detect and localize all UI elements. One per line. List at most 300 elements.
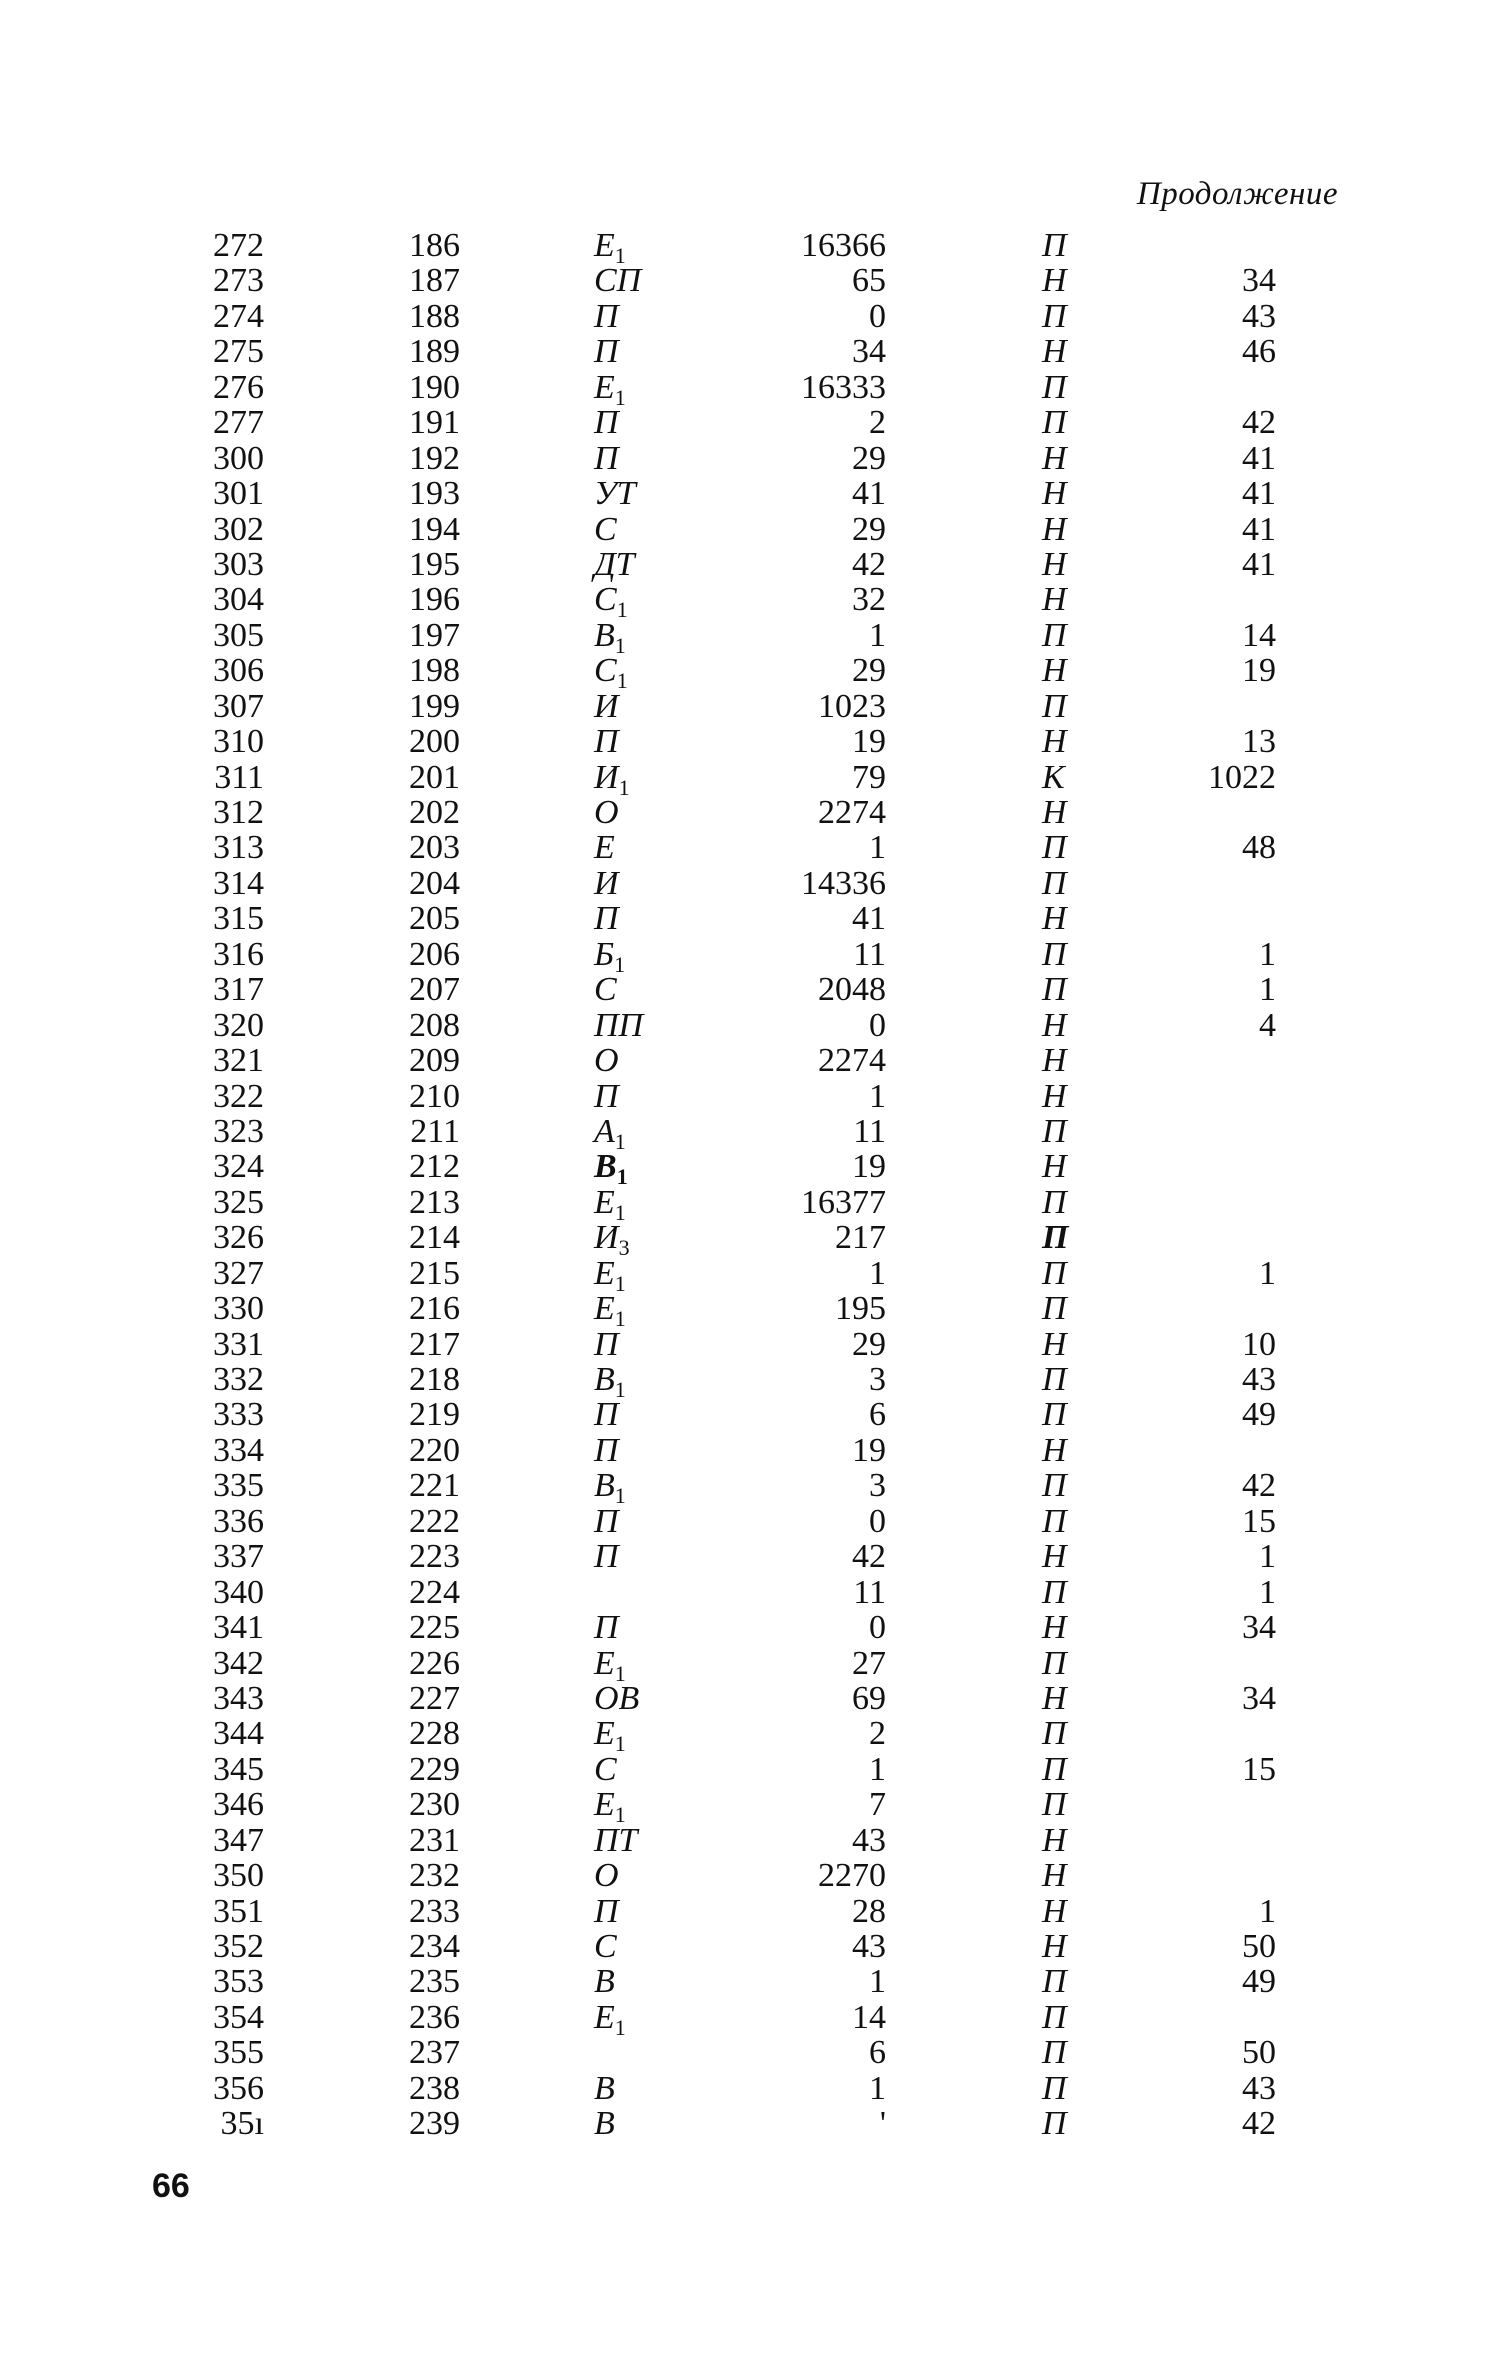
operation-code: П	[594, 1502, 619, 1540]
operation-code: П	[594, 1431, 619, 1469]
address-cell: 272	[213, 227, 264, 264]
operation-code: О	[594, 794, 619, 831]
address-cell: 320	[213, 1006, 264, 1044]
operation-subscript: 1	[614, 1377, 626, 1402]
index-cell: 216	[409, 1290, 460, 1328]
address-cell: 346	[213, 1786, 264, 1824]
operation-cell	[594, 547, 635, 582]
operation-subscript: 1	[618, 774, 630, 800]
operand-cell: 32	[852, 581, 886, 619]
operation-cell	[594, 1929, 617, 1964]
operand-cell: 0	[869, 1502, 886, 1540]
operand-cell: 1	[869, 1963, 886, 2001]
address-cell: 354	[213, 1998, 264, 2036]
operation-cell	[594, 2071, 615, 2106]
address-cell: 311	[214, 758, 264, 796]
target-cell: 42	[1242, 404, 1276, 442]
index-cell: 198	[409, 652, 460, 690]
address-cell: 350	[213, 1857, 264, 1895]
index-cell: 188	[409, 297, 460, 335]
operand-cell: 79	[852, 758, 886, 796]
target-cell: 50	[1242, 2034, 1276, 2072]
operation-cell	[594, 1539, 619, 1574]
operand-cell: 1	[869, 829, 886, 867]
index-cell: 224	[409, 1573, 460, 1611]
target-cell: 15	[1242, 1750, 1276, 1788]
index-cell: 221	[409, 1467, 460, 1505]
flag-cell: Н	[1042, 1609, 1067, 1647]
index-cell: 203	[409, 829, 460, 867]
address-cell: 310	[213, 723, 264, 761]
target-cell: 41	[1242, 475, 1276, 513]
flag-cell: Н	[1042, 510, 1067, 548]
flag-cell: К	[1042, 758, 1065, 796]
table-row	[0, 1361, 1500, 1402]
operand-cell: 43	[852, 1821, 886, 1859]
target-cell: 15	[1242, 1502, 1276, 1540]
target-cell: 50	[1242, 1928, 1276, 1965]
address-cell: 347	[213, 1821, 264, 1859]
operation-code: Е	[594, 227, 615, 264]
address-cell: 356	[213, 2069, 264, 2107]
operation-cell	[594, 1008, 643, 1043]
operation-code: А	[594, 1112, 615, 1150]
index-cell: 201	[409, 758, 460, 796]
address-cell: 352	[213, 1928, 264, 1965]
operand-cell: '	[879, 2105, 886, 2143]
operation-subscript: 1	[614, 2014, 626, 2040]
operation-code: С	[594, 510, 617, 548]
index-cell: 190	[409, 368, 460, 406]
operation-code: П	[594, 297, 619, 335]
operation-cell	[594, 652, 628, 694]
operand-cell: 1	[869, 1077, 886, 1115]
operand-cell: 43	[852, 1928, 886, 1965]
flag-cell: П	[1042, 1502, 1067, 1540]
operation-code: Е	[594, 1254, 615, 1292]
address-cell: 355	[213, 2034, 264, 2072]
table-row	[0, 1823, 1500, 1858]
operand-cell: 1	[869, 2069, 886, 2107]
operation-cell	[594, 1079, 619, 1114]
operation-cell	[594, 1290, 626, 1332]
target-cell: 1022	[1208, 758, 1276, 796]
address-cell: 306	[213, 652, 264, 690]
index-cell: 229	[409, 1750, 460, 1788]
operand-cell: 14	[852, 1998, 886, 2036]
operation-cell	[594, 441, 619, 476]
table-row	[0, 1681, 1500, 1716]
address-cell: 276	[213, 368, 264, 406]
operation-cell	[594, 405, 619, 440]
operation-code: ПП	[594, 1006, 644, 1044]
operand-cell: 11	[853, 1573, 886, 1611]
continuation-label: Продолжение	[1136, 176, 1338, 212]
index-cell: 214	[409, 1219, 460, 1257]
operation-subscript: 1	[614, 1802, 626, 1828]
operation-cell	[594, 334, 619, 369]
operation-code: В	[594, 1963, 615, 2001]
index-cell: 233	[409, 1892, 460, 1930]
operand-cell: 19	[852, 1148, 886, 1186]
address-cell: 305	[213, 616, 264, 654]
operand-cell: 11	[853, 935, 886, 973]
operation-code: П	[594, 404, 619, 442]
address-cell: 275	[213, 333, 264, 371]
operand-cell: 1023	[818, 687, 886, 725]
operation-code: Е	[594, 1786, 615, 1824]
operation-cell	[594, 935, 626, 977]
operation-subscript: 1	[614, 1199, 626, 1225]
address-cell: 317	[213, 971, 264, 1009]
operation-code: Е	[594, 1715, 615, 1753]
operand-cell: 19	[852, 1431, 886, 1469]
table-row	[0, 1219, 1500, 1261]
address-cell: 342	[213, 1644, 264, 1682]
table-row	[0, 830, 1500, 865]
operation-subscript: 1	[614, 951, 626, 977]
operand-cell: 3	[869, 1467, 886, 1505]
operation-cell	[594, 476, 636, 511]
table-row	[0, 1290, 1500, 1332]
table-row	[0, 368, 1500, 410]
address-cell: 343	[213, 1679, 264, 1717]
operand-cell: 19	[852, 723, 886, 761]
table-row	[0, 1148, 1500, 1190]
address-cell: 334	[213, 1431, 264, 1469]
flag-cell: Н	[1042, 1148, 1067, 1186]
operation-code: Е	[594, 1644, 615, 1682]
operand-cell: 2	[869, 1715, 886, 1753]
flag-cell: П	[1042, 935, 1067, 973]
operation-code: П	[594, 1538, 619, 1576]
operation-code: СП	[594, 262, 642, 300]
address-cell: 351	[213, 1892, 264, 1930]
operation-cell	[594, 866, 619, 901]
flag-cell: Н	[1042, 262, 1067, 300]
address-cell: 35ı	[220, 2105, 264, 2143]
table-row	[0, 581, 1500, 623]
flag-cell: Н	[1042, 1928, 1067, 1965]
address-cell: 316	[213, 935, 264, 973]
flag-cell: П	[1042, 1998, 1067, 2036]
address-cell: 324	[213, 1148, 264, 1186]
operation-code: Е	[594, 1183, 615, 1221]
operation-code: П	[594, 333, 619, 371]
index-cell: 193	[409, 475, 460, 513]
table-row	[0, 1964, 1500, 1999]
table-row	[0, 1327, 1500, 1362]
table-row	[0, 1043, 1500, 1078]
index-cell: 208	[409, 1006, 460, 1044]
target-cell: 1	[1259, 1573, 1276, 1611]
index-cell: 232	[409, 1857, 460, 1895]
operand-cell: 6	[869, 2034, 886, 2072]
operation-cell	[594, 1183, 626, 1225]
flag-cell: П	[1042, 297, 1067, 335]
operand-cell: 69	[852, 1679, 886, 1717]
code-table	[0, 228, 1500, 2142]
operation-cell	[594, 1254, 626, 1296]
address-cell: 344	[213, 1715, 264, 1753]
operation-code: С	[594, 652, 617, 690]
table-row	[0, 1575, 1500, 1610]
operation-code: И	[594, 758, 619, 796]
table-row	[0, 1858, 1500, 1893]
index-cell: 210	[409, 1077, 460, 1115]
flag-cell: П	[1042, 616, 1067, 654]
table-row	[0, 1929, 1500, 1964]
index-cell: 235	[409, 1963, 460, 2001]
table-row	[0, 1433, 1500, 1468]
address-cell: 312	[213, 794, 264, 831]
target-cell: 14	[1242, 616, 1276, 654]
table-row	[0, 1644, 1500, 1686]
address-cell: 325	[213, 1183, 264, 1221]
operand-cell: 6	[869, 1396, 886, 1434]
index-cell: 205	[409, 900, 460, 938]
index-cell: 227	[409, 1679, 460, 1717]
operation-cell	[594, 1433, 619, 1468]
flag-cell: Н	[1042, 439, 1067, 477]
operation-cell	[594, 901, 619, 936]
flag-cell: П	[1042, 971, 1067, 1009]
operation-cell	[594, 263, 641, 298]
flag-cell: П	[1042, 687, 1067, 725]
operand-cell: 2270	[818, 1857, 886, 1895]
target-cell: 19	[1242, 652, 1276, 690]
target-cell: 1	[1259, 1892, 1276, 1930]
table-row	[0, 901, 1500, 936]
operand-cell: 0	[869, 297, 886, 335]
flag-cell: Н	[1042, 794, 1067, 831]
flag-cell: П	[1042, 1963, 1067, 2001]
operation-code: С	[594, 971, 617, 1009]
table-row	[0, 866, 1500, 901]
target-cell: 41	[1242, 510, 1276, 548]
operand-cell: 7	[869, 1786, 886, 1824]
index-cell: 200	[409, 723, 460, 761]
address-cell: 322	[213, 1077, 264, 1115]
flag-cell: П	[1042, 1573, 1067, 1611]
operation-code: Е	[594, 829, 615, 867]
operation-code: С	[594, 1928, 617, 1965]
target-cell: 43	[1242, 2069, 1276, 2107]
operand-cell: 2048	[818, 971, 886, 1009]
operand-cell: 3	[869, 1361, 886, 1398]
operation-code: Е	[594, 1998, 615, 2036]
operation-code: П	[594, 1892, 619, 1930]
table-row	[0, 547, 1500, 582]
address-cell: 330	[213, 1290, 264, 1328]
target-cell: 13	[1242, 723, 1276, 761]
operation-code: С	[594, 1750, 617, 1788]
operation-cell	[594, 368, 626, 410]
table-row	[0, 1894, 1500, 1929]
operation-code: П	[594, 1077, 619, 1115]
table-row	[0, 1397, 1500, 1432]
address-cell: 326	[213, 1219, 264, 1257]
operand-cell: 2274	[818, 1042, 886, 1080]
address-cell: 314	[213, 864, 264, 902]
flag-cell: Н	[1042, 1679, 1067, 1717]
flag-cell: Н	[1042, 652, 1067, 690]
flag-cell: Н	[1042, 1325, 1067, 1363]
index-cell: 191	[409, 404, 460, 442]
table-row	[0, 441, 1500, 476]
flag-cell: П	[1042, 2105, 1067, 2143]
operand-cell: 34	[852, 333, 886, 371]
operation-code: П	[594, 900, 619, 938]
flag-cell: П	[1042, 864, 1067, 902]
flag-cell: Н	[1042, 900, 1067, 938]
operation-subscript: 1	[614, 1660, 626, 1686]
target-cell: 1	[1259, 971, 1276, 1009]
operand-cell: 0	[869, 1006, 886, 1044]
target-cell: 41	[1242, 545, 1276, 583]
index-cell: 236	[409, 1998, 460, 2036]
address-cell: 333	[213, 1396, 264, 1434]
address-cell: 307	[213, 687, 264, 725]
address-cell: 335	[213, 1467, 264, 1505]
table-row	[0, 972, 1500, 1007]
operand-cell: 29	[852, 652, 886, 690]
operation-code: В	[594, 2069, 615, 2107]
index-cell: 220	[409, 1431, 460, 1469]
operation-cell	[594, 724, 619, 759]
flag-cell: П	[1042, 1219, 1069, 1257]
operand-cell: 195	[835, 1290, 886, 1328]
operation-cell	[594, 795, 619, 830]
flag-cell: П	[1042, 1112, 1067, 1150]
index-cell: 219	[409, 1396, 460, 1434]
index-cell: 215	[409, 1254, 460, 1292]
operation-subscript: 1	[616, 597, 628, 623]
index-cell: 231	[409, 1821, 460, 1859]
address-cell: 337	[213, 1538, 264, 1576]
flag-cell: П	[1042, 2034, 1067, 2072]
operand-cell: 42	[852, 1538, 886, 1576]
flag-cell: Н	[1042, 1821, 1067, 1859]
operation-subscript: 1	[614, 384, 626, 410]
table-row	[0, 334, 1500, 369]
operation-cell	[594, 1858, 619, 1893]
table-row	[0, 2035, 1500, 2070]
table-row	[0, 1786, 1500, 1828]
index-cell: 209	[409, 1042, 460, 1080]
operation-cell	[594, 1397, 619, 1432]
table-row	[0, 1715, 1500, 1757]
table-row	[0, 2071, 1500, 2106]
operation-code: УТ	[594, 475, 636, 513]
operation-cell	[594, 1894, 619, 1929]
operation-cell	[594, 1681, 639, 1716]
operation-cell	[594, 1715, 626, 1757]
operation-code: И	[594, 1219, 619, 1257]
operand-cell: 11	[853, 1112, 886, 1150]
operation-subscript: 1	[614, 1483, 626, 1509]
operand-cell: 41	[852, 475, 886, 513]
operation-subscript: 3	[618, 1235, 630, 1261]
index-cell: 230	[409, 1786, 460, 1824]
operation-subscript: 1	[614, 1731, 626, 1757]
index-cell: 223	[409, 1538, 460, 1576]
operand-cell: 16366	[801, 227, 886, 264]
address-cell: 327	[213, 1254, 264, 1292]
operation-cell	[594, 581, 628, 623]
table-row	[0, 652, 1500, 694]
operation-cell	[594, 1148, 628, 1190]
operation-cell	[594, 1504, 619, 1539]
target-cell: 46	[1242, 333, 1276, 371]
operation-cell	[594, 972, 617, 1007]
target-cell: 43	[1242, 1361, 1276, 1398]
table-row	[0, 1467, 1500, 1509]
address-cell: 353	[213, 1963, 264, 2001]
index-cell: 187	[409, 262, 460, 300]
table-row	[0, 405, 1500, 440]
operand-cell: 41	[852, 900, 886, 938]
address-cell: 303	[213, 545, 264, 583]
target-cell: 4	[1259, 1006, 1276, 1044]
target-cell: 49	[1242, 1963, 1276, 2001]
operand-cell: 2	[869, 404, 886, 442]
table-row	[0, 1610, 1500, 1645]
flag-cell: Н	[1042, 1077, 1067, 1115]
operation-code: Б	[594, 935, 615, 973]
operation-code: В	[594, 1361, 615, 1398]
operation-cell	[594, 1610, 619, 1645]
flag-cell: Н	[1042, 581, 1067, 619]
index-cell: 192	[409, 439, 460, 477]
address-cell: 331	[213, 1325, 264, 1363]
operation-subscript: 1	[614, 1128, 626, 1154]
table-row	[0, 1504, 1500, 1539]
table-row	[0, 1112, 1500, 1154]
operand-cell: 217	[835, 1219, 886, 1257]
index-cell: 217	[409, 1325, 460, 1363]
page-number: 66	[152, 2167, 190, 2205]
target-cell: 1	[1259, 1254, 1276, 1292]
operation-code: С	[594, 581, 617, 619]
target-cell: 34	[1242, 1679, 1276, 1717]
table-row	[0, 476, 1500, 511]
table-row	[0, 227, 1500, 268]
operation-subscript: 1	[616, 1164, 628, 1190]
target-cell: 34	[1242, 262, 1276, 300]
operation-cell	[594, 1644, 626, 1686]
index-cell: 202	[409, 794, 460, 831]
address-cell: 323	[213, 1112, 264, 1150]
operand-cell: 29	[852, 1325, 886, 1363]
table-row	[0, 1183, 1500, 1225]
operation-code: В	[594, 2105, 615, 2143]
operation-cell	[594, 299, 619, 334]
table-row	[0, 616, 1500, 658]
table-row	[0, 758, 1500, 800]
operand-cell: 14336	[801, 864, 886, 902]
address-cell: 336	[213, 1502, 264, 1540]
index-cell: 234	[409, 1928, 460, 1965]
index-cell: 228	[409, 1715, 460, 1753]
index-cell: 199	[409, 687, 460, 725]
flag-cell: П	[1042, 1644, 1067, 1682]
operand-cell: 16333	[801, 368, 886, 406]
flag-cell: Н	[1042, 1006, 1067, 1044]
index-cell: 225	[409, 1609, 460, 1647]
operation-cell	[594, 758, 630, 800]
address-cell: 301	[213, 475, 264, 513]
